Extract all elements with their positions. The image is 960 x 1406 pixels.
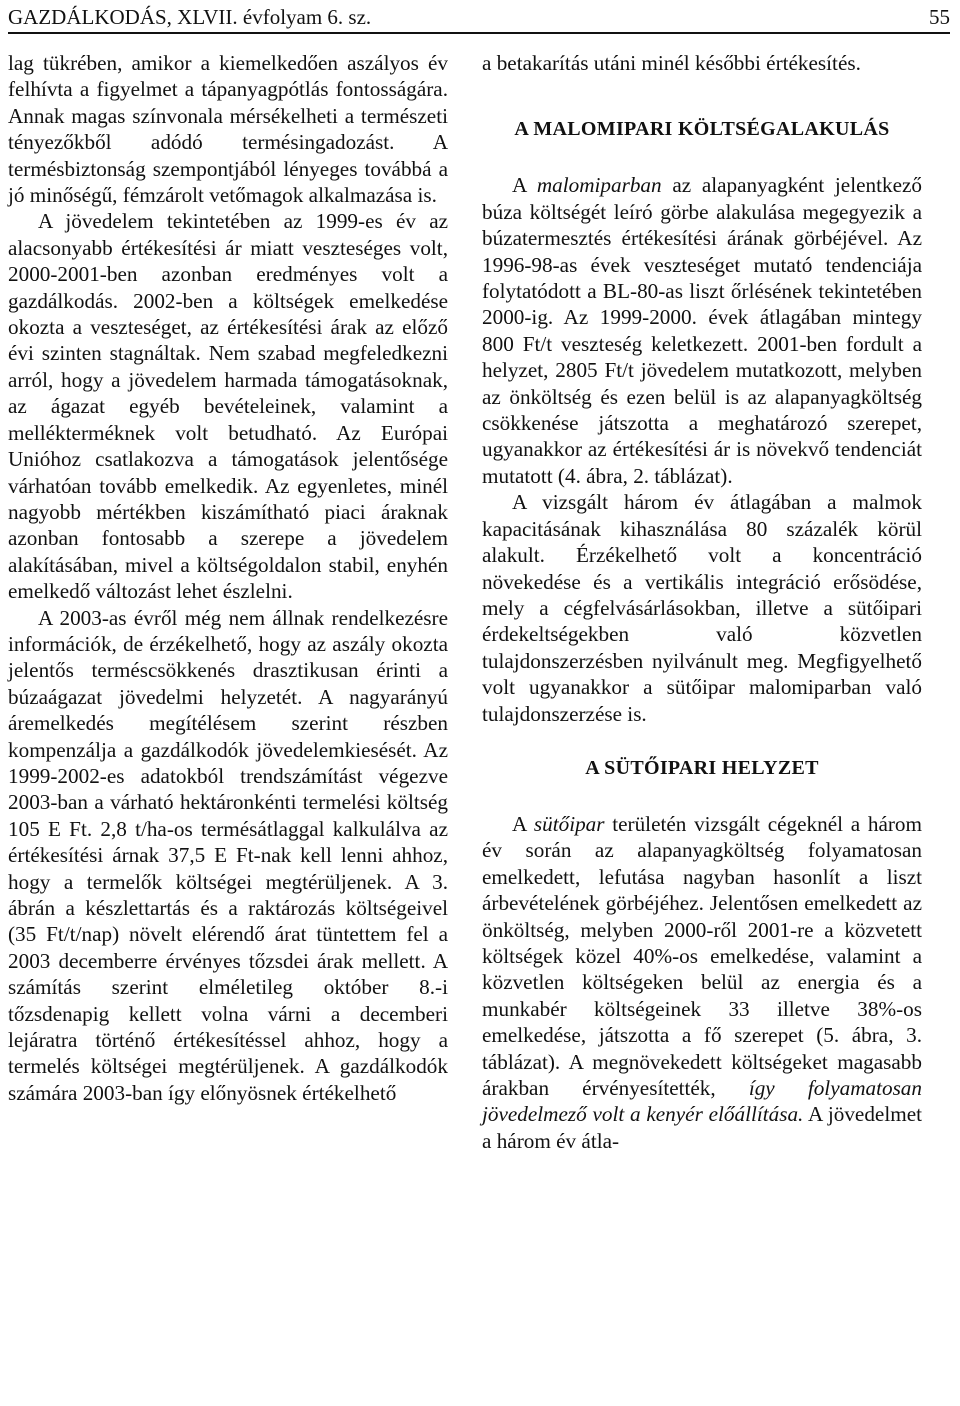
text-run: területén vizsgált cégeknél a három év során az alapanyagköltség folyamatosan emelkedett, lefutása nagyban hasonlít a liszt árbevételének görbéjéhez. Jelentősen emelkedett az önköltség, melyben 2000-ről 2001-re a közvetett költségek közel 40%-os emelkedése, valamint a közvetlen költségeken belül az energia és a munkabér költségeinek 33 illetve 38%-os emelkedése, játszotta a fő szerepet (5. ábra, 3. táblázat). A megnövekedett költségeket magasabb árakban érvényesítették, [482, 811, 922, 1100]
page-header [8, 2, 950, 34]
paragraph-income: A jövedelem tekintetében az 1999-es év az alacsonyabb értékesítési ár miatt veszteséges volt, 2000-2001-ben azonban eredményes volt a gazdálkodás. 2002-ben a költségek emelkedése okozta a veszteséget, az értékesítési árak az előző évi szinten stagnáltak. Nem szabad megfeledkezni arról, hogy a jövedelem harmada támogatásoknak, az ágazat egyéb bevételeinek, valamint a mellékterméknek volt betudható. Az Európai Unióhoz csatlakozva a támogatások jelentősége várhatóan tovább emelkedik. Az egyenletes, minél nagyobb mértékben kiszámítható piaci áraknak azonban fontosabb a szerepe a jövedelem alakításában, mivel a költségoldalon stabil, enyhén emelkedő változást lehet észlelni. [8, 209, 448, 604]
right-column [482, 50, 922, 1154]
text-run: A jövedelmet a három év átla- [482, 1102, 922, 1153]
paragraph-milling [482, 172, 922, 489]
text-run: az alapanyagként jelentkező búza költségét leíró görbe alakulása megegyezik a búzatermesztés értékesítési árának görbéjével. Az 1996-98-as évek veszteséget mutató tendenciája folytatódott a BL-80-as liszt őrlésének tekintetében 2000-ig. Az 1999-2000. évek átlagában mintegy 800 Ft/t veszteség keletkezett. 2001-ben fordult a helyzet, 2805 Ft/t jövedelem mutatkozott, melyben az önköltség és ezen belül is az alapanyagköltség csökkenése játszotta a meghatározó szerepet, ugyanakkor az értékesítési ár is növekvő tendenciát mutatott (4. ábra, 2. táblázat). [482, 173, 922, 488]
text-run: A [512, 173, 537, 198]
paragraph-bakery [482, 811, 922, 1154]
journal-title: GAZDÁLKODÁS, XLVII. évfolyam 6. sz. [8, 5, 372, 29]
text-run: A [512, 811, 534, 836]
page-number: 55 [929, 5, 950, 29]
paragraph-2003: A 2003-as évről még nem állnak rendelkezésre információk, de érzékelhető, hogy az aszály okozta jelentős terméscsökkenés drasztikusan érinti a búzaágazat jövedelmi helyzetét. A nagyarányú áremelkedés megítélésem szerint részben kompenzálja a gazdálkodók jövedelemkiesését. Az 1999-2002-es adatokból trendszámítást végezve 2003-ban a várható hektáronkénti termelési költség 105 E Ft. 2,8 t/ha-os termésátlaggal kalkulálva az értékesítési árnak 37,5 E Ft-nak kell lenni ahhoz, hogy a termelők költségei megtérüljenek. A 3. ábrán a készlettartás és a raktározás költségeivel (35 Ft/t/nap) növelt elérendő árat tüntettem fel a 2003 decemberre érvényes tőzsdei árak mellett. A számítás szerint elméletileg október 8.-i tőzsdenapig kellett volna várni a decemberi lejáratra történő értékesítéssel ahhoz, hogy a termelés költségei megtérüljenek. A gazdálkodók számára 2003-ban így előnyösnek értékelhető [8, 605, 448, 1105]
section-heading-milling: A MALOMIPARI KÖLTSÉGALAKULÁS [514, 118, 890, 141]
left-column [8, 50, 448, 1106]
section-heading-bakery: A SÜTŐIPARI HELYZET [585, 756, 819, 779]
emphasis-malomiparban: malomiparban [536, 173, 662, 198]
paragraph-continuation: lag tükrében, amikor a kiemelkedően aszályos év felhívta a figyelmet a tápanyagpótlás fontosságára. Annak magas színvonala mérsékelheti a természeti tényezőkből adódó termésingadozást. A termésbiztonság szempontjából lényeges továbbá a jó minőségű, fémzárolt vetőmagok alkalmazása is. [8, 51, 448, 208]
paragraph-capacity: A vizsgált három év átlagában a malmok kapacitásának kihasználása 80 százalék körül alakult. Érzékelhető volt a koncentráció növekedése és a vertikális integráció erősödése, mely a cégfelvásárlásokban, illetve a sütőipari érdekeltségekben való közvetlen tulajdonszerzésben nyilvánult meg. Megfigyelhető volt ugyanakkor a sütőipar malomiparban való tulajdonszerzése is. [482, 490, 922, 726]
emphasis-sutoipar: sütőipar [533, 811, 605, 836]
emphasis-profitable: így folyamatosan jövedelmező volt a kenyér előállítása. [482, 1076, 922, 1127]
paragraph-continuation-right: a betakarítás utáni minél későbbi értékesítés. [482, 51, 861, 75]
